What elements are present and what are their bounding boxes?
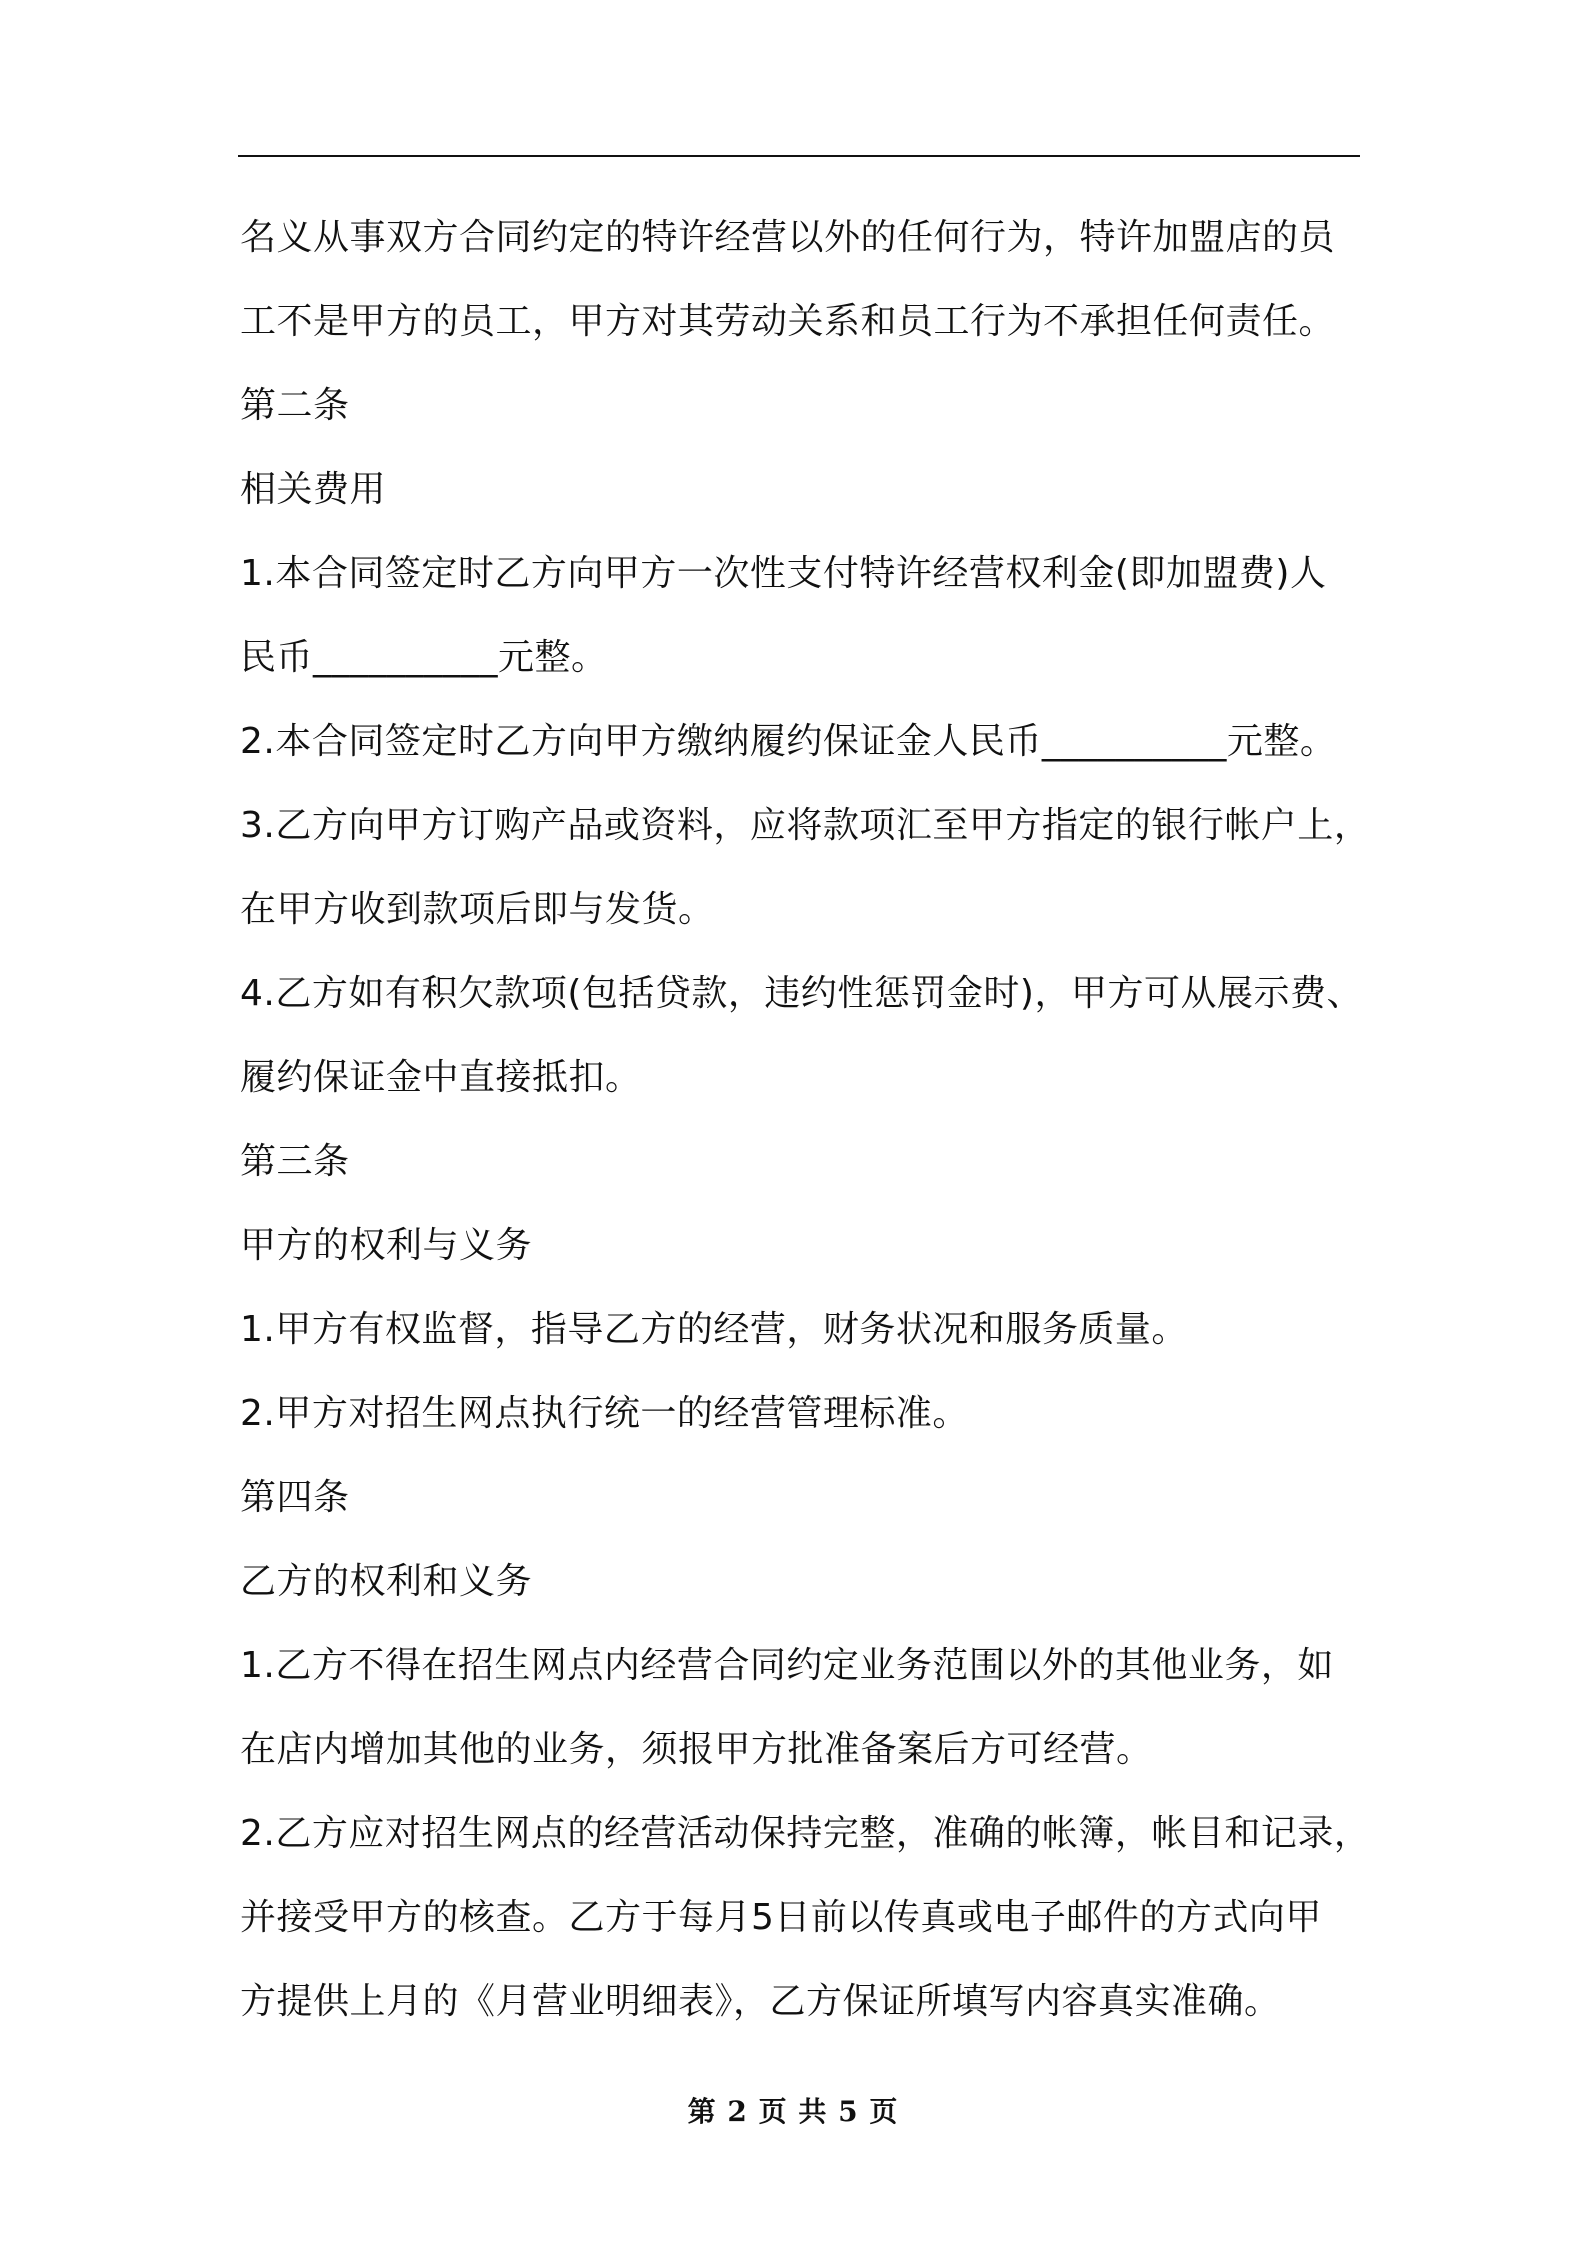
document-body — [240, 196, 1380, 2044]
article-title: 甲方的权利与义务 — [240, 1225, 533, 1266]
body-line: 履约保证金中直接抵扣。 — [240, 1057, 642, 1098]
article-title: 相关费用 — [240, 469, 387, 510]
body-line: 3.乙方向甲方订购产品或资料，应将款项汇至甲方指定的银行帐户上， — [240, 805, 1371, 846]
article-heading: 第四条 — [240, 1477, 350, 1518]
body-line: 2.乙方应对招生网点的经营活动保持完整，准确的帐簿，帐目和记录， — [240, 1813, 1371, 1854]
body-line: 1.乙方不得在招生网点内经营合同约定业务范围以外的其他业务，如 — [240, 1645, 1334, 1686]
article-title: 乙方的权利和义务 — [240, 1561, 533, 1602]
body-line: 工不是甲方的员工，甲方对其劳动关系和员工行为不承担任何责任。 — [240, 301, 1336, 342]
article-heading: 第三条 — [240, 1141, 350, 1182]
body-line: 名义从事双方合同约定的特许经营以外的任何行为，特许加盟店的员 — [240, 217, 1336, 258]
body-line: 1.本合同签定时乙方向甲方一次性支付特许经营权利金(即加盟费)人 — [240, 553, 1327, 594]
body-line: 1.甲方有权监督，指导乙方的经营，财务状况和服务质量。 — [240, 1309, 1188, 1350]
body-line: 在甲方收到款项后即与发货。 — [240, 889, 715, 930]
body-line: 方提供上月的《月营业明细表》，乙方保证所填写内容真实准确。 — [240, 1981, 1281, 2022]
article-heading: 第二条 — [240, 385, 350, 426]
body-line: 4.乙方如有积欠款项(包括贷款，违约性惩罚金时)，甲方可从展示费、 — [240, 973, 1363, 1014]
page-number-footer: 第 2 页 共 5 页 — [687, 2095, 899, 2128]
body-line: 民币__________元整。 — [240, 637, 608, 678]
body-line: 2.本合同签定时乙方向甲方缴纳履约保证金人民币__________元整。 — [240, 721, 1337, 762]
header-rule — [238, 155, 1360, 157]
body-line: 2.甲方对招生网点执行统一的经营管理标准。 — [240, 1393, 969, 1434]
body-line: 在店内增加其他的业务，须报甲方批准备案后方可经营。 — [240, 1729, 1153, 1770]
body-line: 并接受甲方的核查。乙方于每月5日前以传真或电子邮件的方式向甲 — [240, 1897, 1322, 1938]
